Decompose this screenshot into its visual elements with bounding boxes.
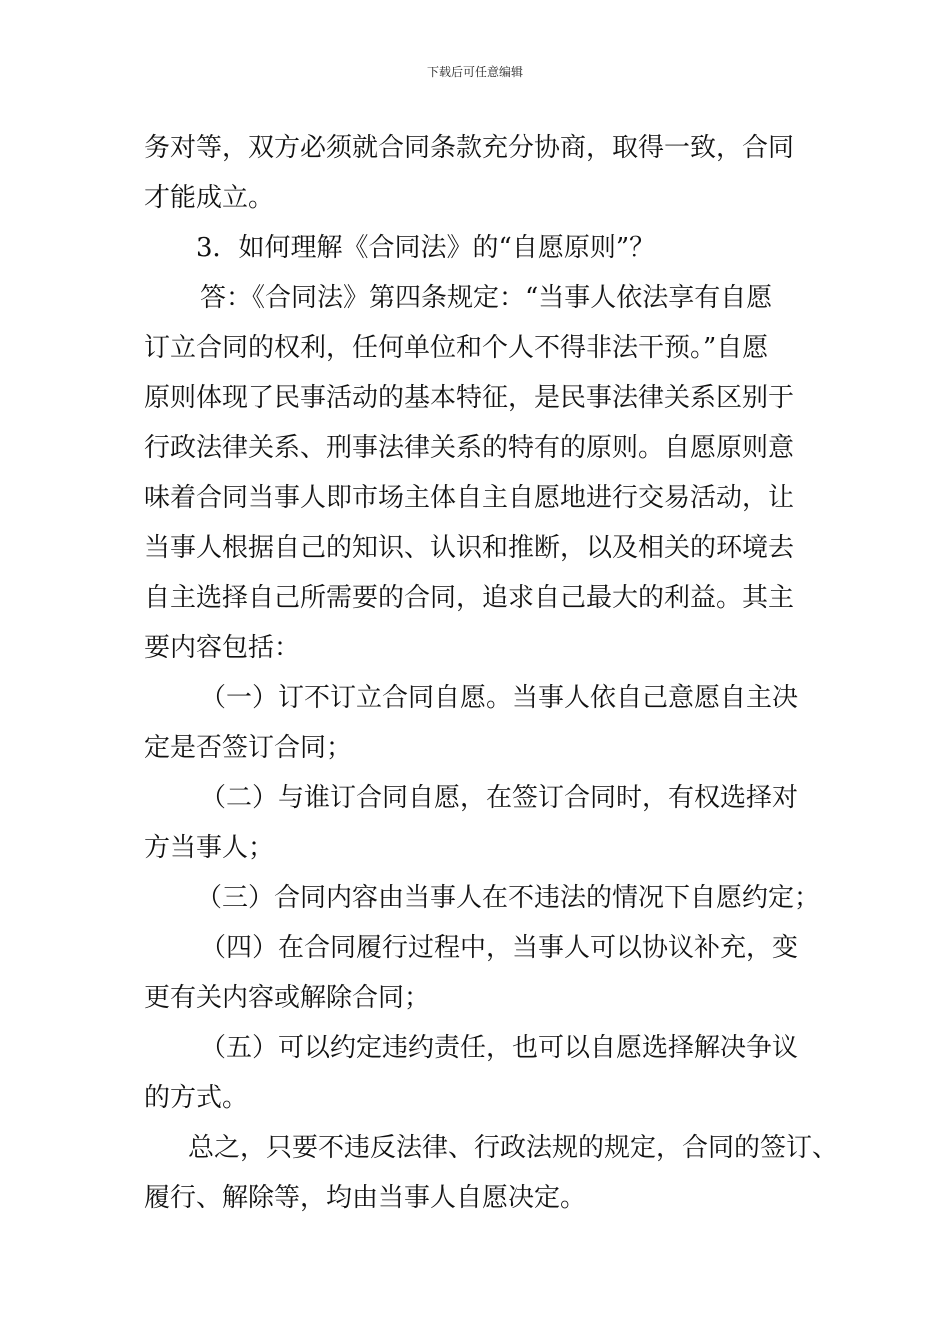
page-header: 下载后可任意编辑 [426, 65, 523, 79]
body-line: 行政法律关系、刑事法律关系的特有的原则。自愿原则意 [144, 433, 795, 463]
body-line: 原则体现了民事活动的基本特征，是民事法律关系区别于 [144, 383, 795, 413]
body-line: 务对等，双方必须就合同条款充分协商，取得一致，合同 [144, 133, 795, 163]
body-line: 味着合同当事人即市场主体自主自愿地进行交易活动，让 [144, 483, 795, 513]
body-line: 总之，只要不违反法律、行政法规的规定，合同的签订、 [188, 1133, 839, 1163]
list-item-line: （一）订不订立合同自愿。当事人依自己意愿自主决 [200, 683, 799, 713]
question-heading: 3．如何理解《合同法》的“自愿原则”？ [196, 233, 656, 263]
body-line: 履行、解除等，均由当事人自愿决定。 [144, 1183, 587, 1213]
body-line: 当事人根据自己的知识、认识和推断，以及相关的环境去 [144, 533, 795, 563]
list-item-line: （三）合同内容由当事人在不违法的情况下自愿约定； [196, 883, 821, 913]
list-item-line: （五）可以约定违约责任，也可以自愿选择解决争议 [200, 1033, 799, 1063]
list-item-line: 方当事人； [144, 833, 275, 863]
body-line: 自主选择自己所需要的合同，追求自己最大的利益。其主 [144, 583, 795, 613]
list-item-line: （二）与谁订合同自愿，在签订合同时，有权选择对 [200, 783, 799, 813]
body-line: 订立合同的权利，任何单位和个人不得非法干预。”自愿 [144, 333, 769, 363]
body-line: 要内容包括： [144, 633, 301, 663]
body-line: 答：《合同法》第四条规定：“当事人依法享有自愿 [200, 283, 773, 313]
body-line: 才能成立。 [144, 183, 275, 213]
list-item-line: 更有关内容或解除合同； [144, 983, 431, 1013]
list-item-line: （四）在合同履行过程中，当事人可以协议补充，变 [200, 933, 799, 963]
list-item-line: 的方式。 [144, 1083, 249, 1113]
list-item-line: 定是否签订合同； [144, 733, 353, 763]
